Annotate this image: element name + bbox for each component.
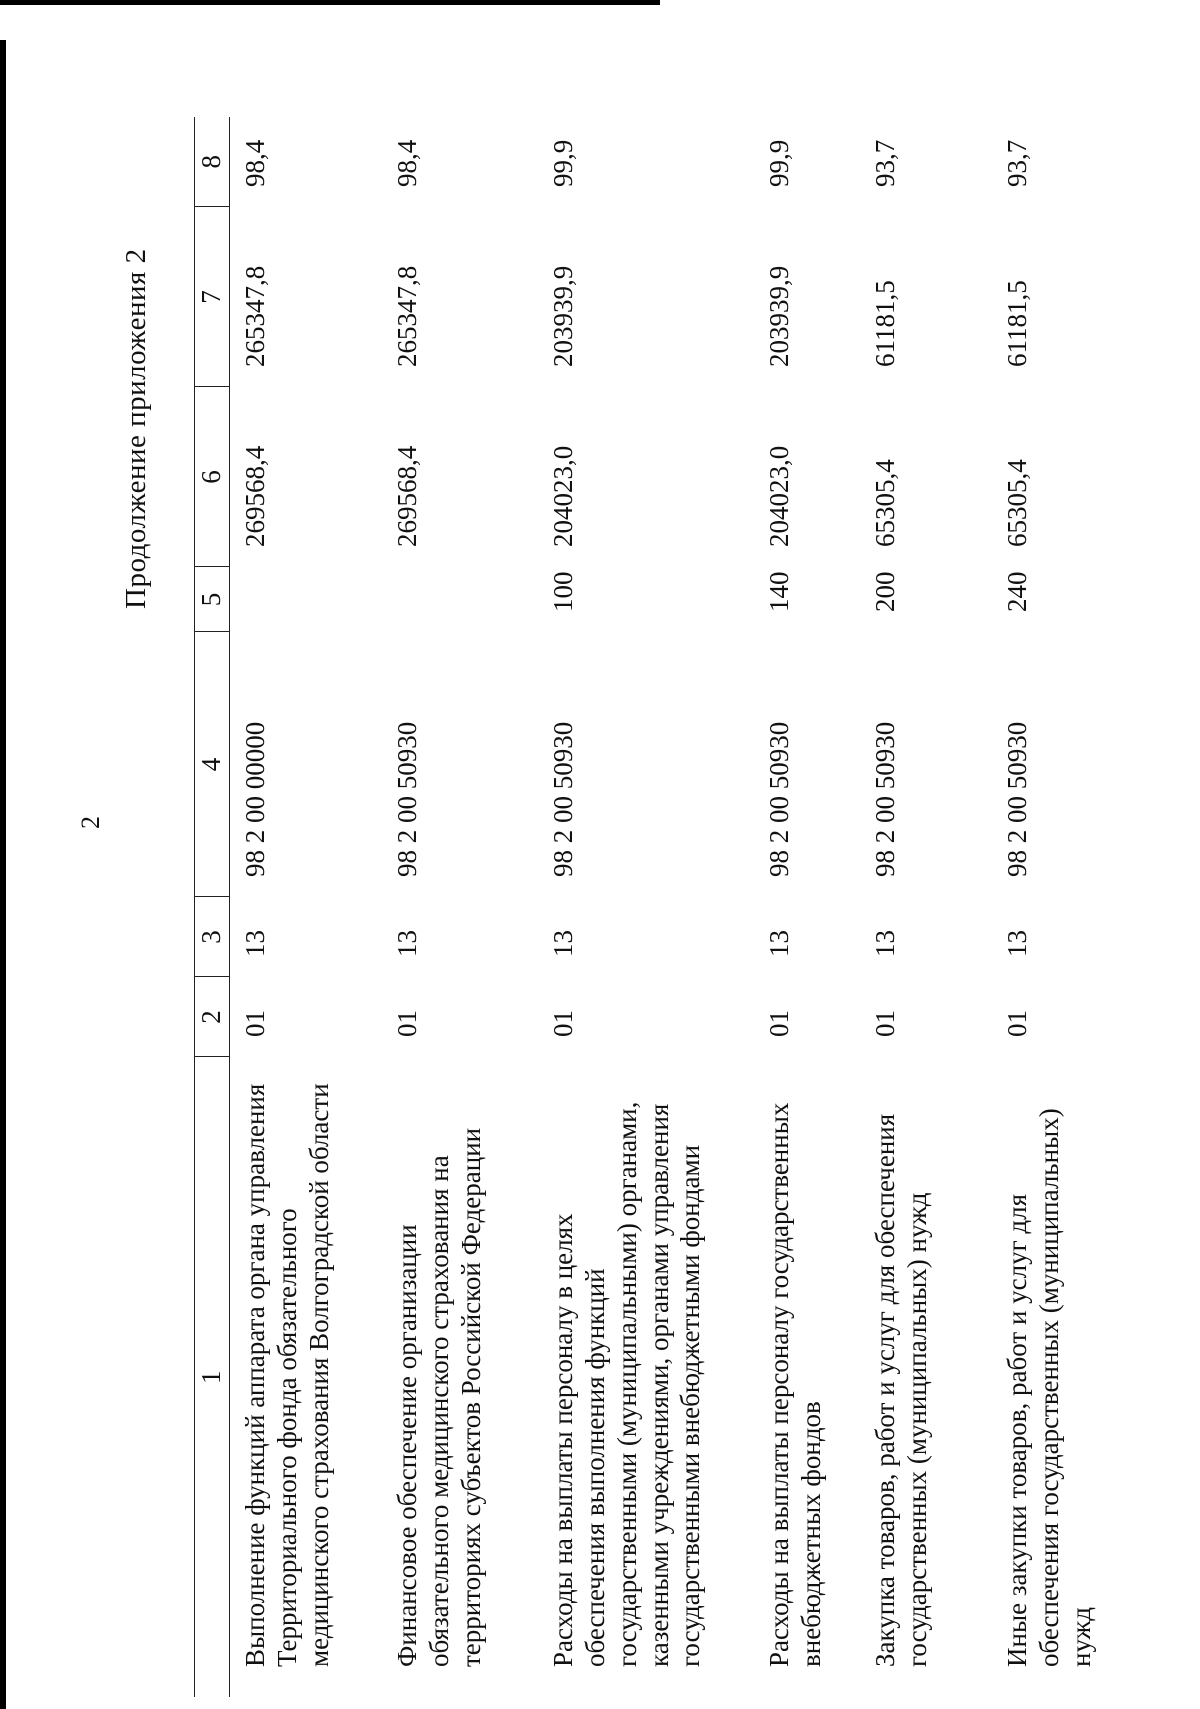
row-name: Выполнение функций аппарата органа управления Территориального фонда обязательного медицинского страхования Волгоградской области	[240, 1083, 334, 1667]
section-code: 01	[548, 1010, 578, 1037]
subsection-code: 13	[1002, 930, 1032, 957]
target-article-code: 98 2 00 50930	[392, 721, 422, 877]
expense-type-code: 240	[1002, 571, 1032, 612]
row-name: Расходы на выплаты персоналу в целях обеспечения выполнения функций государственными (муниципальными) органами, казенными учреждениями, органами управления государственными внебюджетными фондами	[548, 1101, 706, 1667]
planned-amount: 204023,0	[764, 445, 794, 547]
column-header: 7	[195, 207, 230, 387]
executed-amount: 61181,5	[1002, 280, 1032, 367]
expense-type-code	[382, 567, 538, 632]
subsection-code: 13	[764, 930, 794, 957]
planned-amount: 204023,0	[548, 445, 578, 547]
expense-type-code: 200	[870, 571, 900, 612]
column-header: 2	[195, 977, 230, 1057]
table-row	[992, 117, 1124, 1697]
target-article-code: 98 2 00 50930	[1002, 721, 1032, 877]
section-code: 01	[392, 1010, 422, 1037]
execution-percent: 93,7	[1002, 139, 1032, 187]
table-row	[382, 117, 538, 1697]
column-header: 5	[195, 567, 230, 632]
target-article-code: 98 2 00 00000	[240, 721, 270, 877]
budget-table	[194, 117, 1124, 1697]
row-name: Закупка товаров, работ и услуг для обеспечения государственных (муниципальных) нужд	[870, 1113, 932, 1667]
subsection-code: 13	[870, 930, 900, 957]
page-number: 2	[76, 816, 105, 829]
row-name: Финансовое обеспечение организации обязательного медицинского страхования на территориях субъектов Российской Федерации	[392, 1127, 486, 1667]
table-row	[538, 117, 754, 1697]
column-header: 6	[195, 387, 230, 567]
section-code: 01	[764, 1010, 794, 1037]
execution-percent: 98,4	[240, 139, 270, 187]
executed-amount: 203939,9	[764, 265, 794, 367]
column-header: 1	[195, 1057, 230, 1697]
section-code: 01	[1002, 1010, 1032, 1037]
target-article-code: 98 2 00 50930	[870, 721, 900, 877]
column-header: 3	[195, 897, 230, 977]
expense-type-code: 100	[548, 571, 578, 612]
table-row	[754, 117, 860, 1697]
executed-amount: 203939,9	[548, 265, 578, 367]
section-code: 01	[240, 1010, 270, 1037]
section-code: 01	[870, 1010, 900, 1037]
target-article-code: 98 2 00 50930	[548, 721, 578, 877]
executed-amount: 265347,8	[240, 265, 270, 367]
executed-amount: 265347,8	[392, 265, 422, 367]
expense-type-code	[230, 567, 383, 632]
planned-amount: 65305,4	[870, 459, 900, 547]
table-row	[860, 117, 992, 1697]
column-header: 4	[195, 632, 230, 897]
continuation-note: Продолжение приложения 2	[120, 248, 152, 609]
planned-amount: 65305,4	[1002, 459, 1032, 547]
target-article-code: 98 2 00 50930	[764, 721, 794, 877]
table-row	[230, 117, 383, 1697]
subsection-code: 13	[392, 930, 422, 957]
planned-amount: 269568,4	[392, 445, 422, 547]
row-name: Расходы на выплаты персоналу государственных внебюджетных фондов	[764, 1102, 826, 1667]
subsection-code: 13	[240, 930, 270, 957]
execution-percent: 99,9	[764, 139, 794, 187]
column-header: 8	[195, 117, 230, 207]
expense-type-code: 140	[764, 571, 794, 612]
execution-percent: 99,9	[548, 139, 578, 187]
execution-percent: 93,7	[870, 139, 900, 187]
table-header-row	[195, 117, 230, 1697]
row-name: Иные закупки товаров, работ и услуг для обеспечения государственных (муниципальных) нужд	[1002, 1108, 1096, 1667]
subsection-code: 13	[548, 930, 578, 957]
planned-amount: 269568,4	[240, 445, 270, 547]
executed-amount: 61181,5	[870, 280, 900, 367]
execution-percent: 98,4	[392, 139, 422, 187]
